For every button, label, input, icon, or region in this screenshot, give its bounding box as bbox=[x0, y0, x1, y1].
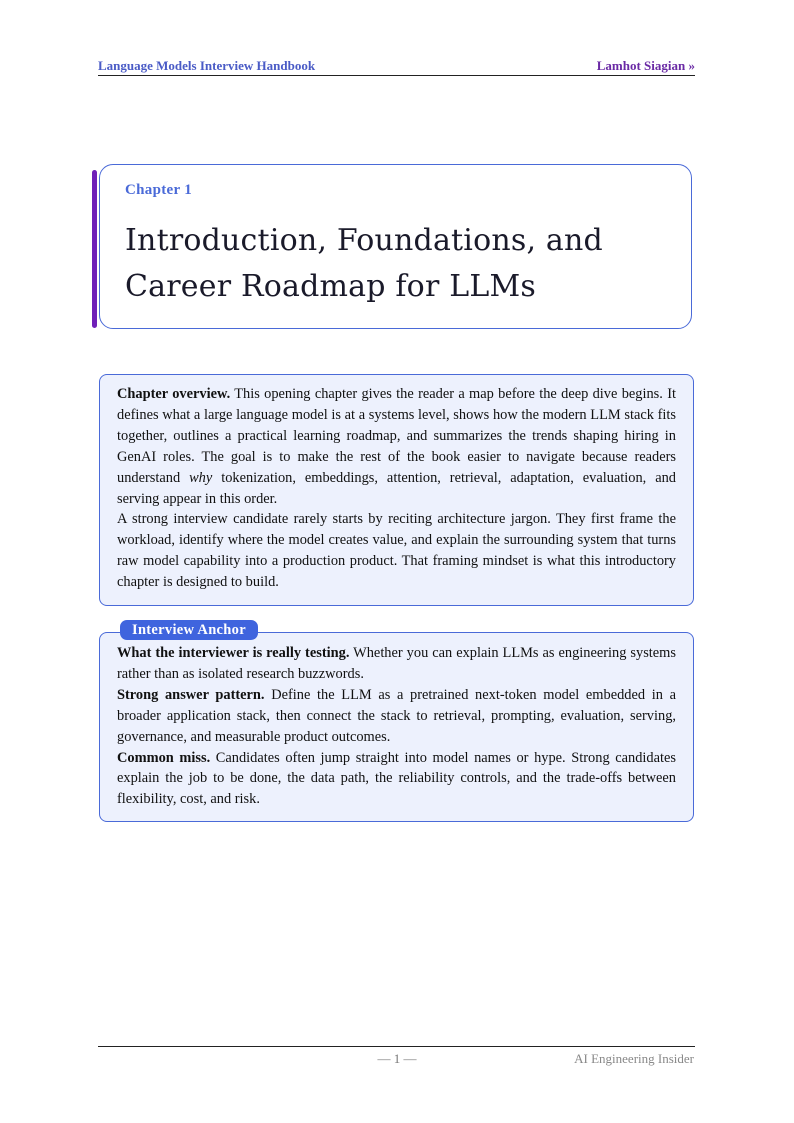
chapter-overview-box bbox=[99, 374, 694, 606]
anchor-item bbox=[117, 748, 676, 811]
chapter-label: Chapter 1 bbox=[125, 182, 193, 198]
anchor-item-text: Define the LLM as a pretrained next-token model embedded in a broader application stack, then connect the stack to retrieval, prompting, evaluation, serving, governance, and measurable product outcomes. bbox=[117, 686, 676, 745]
footer-rule bbox=[98, 1046, 695, 1047]
overview-text-1: This opening chapter gives the reader a map before the deep dive begins. It defines what a large language model is at a systems level, shows how the modern LLM stack fits together, outlines a practical learning roadmap, and summarizes the trends shaping hiring in GenAI roles. The goal is to make the rest of the book easier to navigate because readers understand bbox=[117, 386, 676, 486]
running-header bbox=[98, 57, 695, 76]
anchor-item bbox=[117, 685, 676, 748]
overview-lead: Chapter overview. bbox=[117, 386, 231, 402]
interview-anchor-tab: Interview Anchor bbox=[120, 620, 258, 640]
overview-paragraph-1 bbox=[117, 384, 676, 509]
anchor-item bbox=[117, 643, 676, 685]
anchor-item-lead: Strong answer pattern. bbox=[117, 686, 265, 703]
book-title: Language Models Interview Handbook bbox=[98, 58, 316, 73]
overview-text-2: tokenization, embeddings, attention, retrieval, adaptation, evaluation, and serving appear in this order. bbox=[117, 469, 676, 507]
page-number: — 1 — bbox=[377, 1051, 417, 1066]
chapter-title bbox=[125, 218, 665, 310]
author-link[interactable]: Lamhot Siagian » bbox=[596, 58, 695, 73]
footer-brand: AI Engineering Insider bbox=[574, 1051, 694, 1066]
anchor-item-lead: Common miss. bbox=[117, 749, 211, 766]
anchor-item-text: Whether you can explain LLMs as engineering systems rather than as isolated research buzzwords. bbox=[117, 645, 676, 682]
anchor-item-lead: What the interviewer is really testing. bbox=[117, 645, 350, 661]
interview-anchor-box bbox=[99, 632, 694, 822]
overview-emphasis: why bbox=[189, 469, 213, 486]
chapter-title-line-1: Introduction, Foundations, and bbox=[125, 223, 603, 258]
anchor-item-text: Candidates often jump straight into model names or hype. Strong candidates explain the job to be done, the data path, the reliability controls, and the trade-offs between flexibility, cost, and risk. bbox=[117, 749, 676, 808]
chapter-accent-bar bbox=[92, 170, 97, 328]
chapter-title-line-2: Career Roadmap for LLMs bbox=[125, 269, 536, 304]
overview-paragraph-2: A strong interview candidate rarely starts by reciting architecture jargon. They first frame the workload, identify where the model creates value, and explain the surrounding system that turns raw model capability into a production product. That framing mindset is what this introductory chapter is designed to build. bbox=[117, 511, 676, 591]
